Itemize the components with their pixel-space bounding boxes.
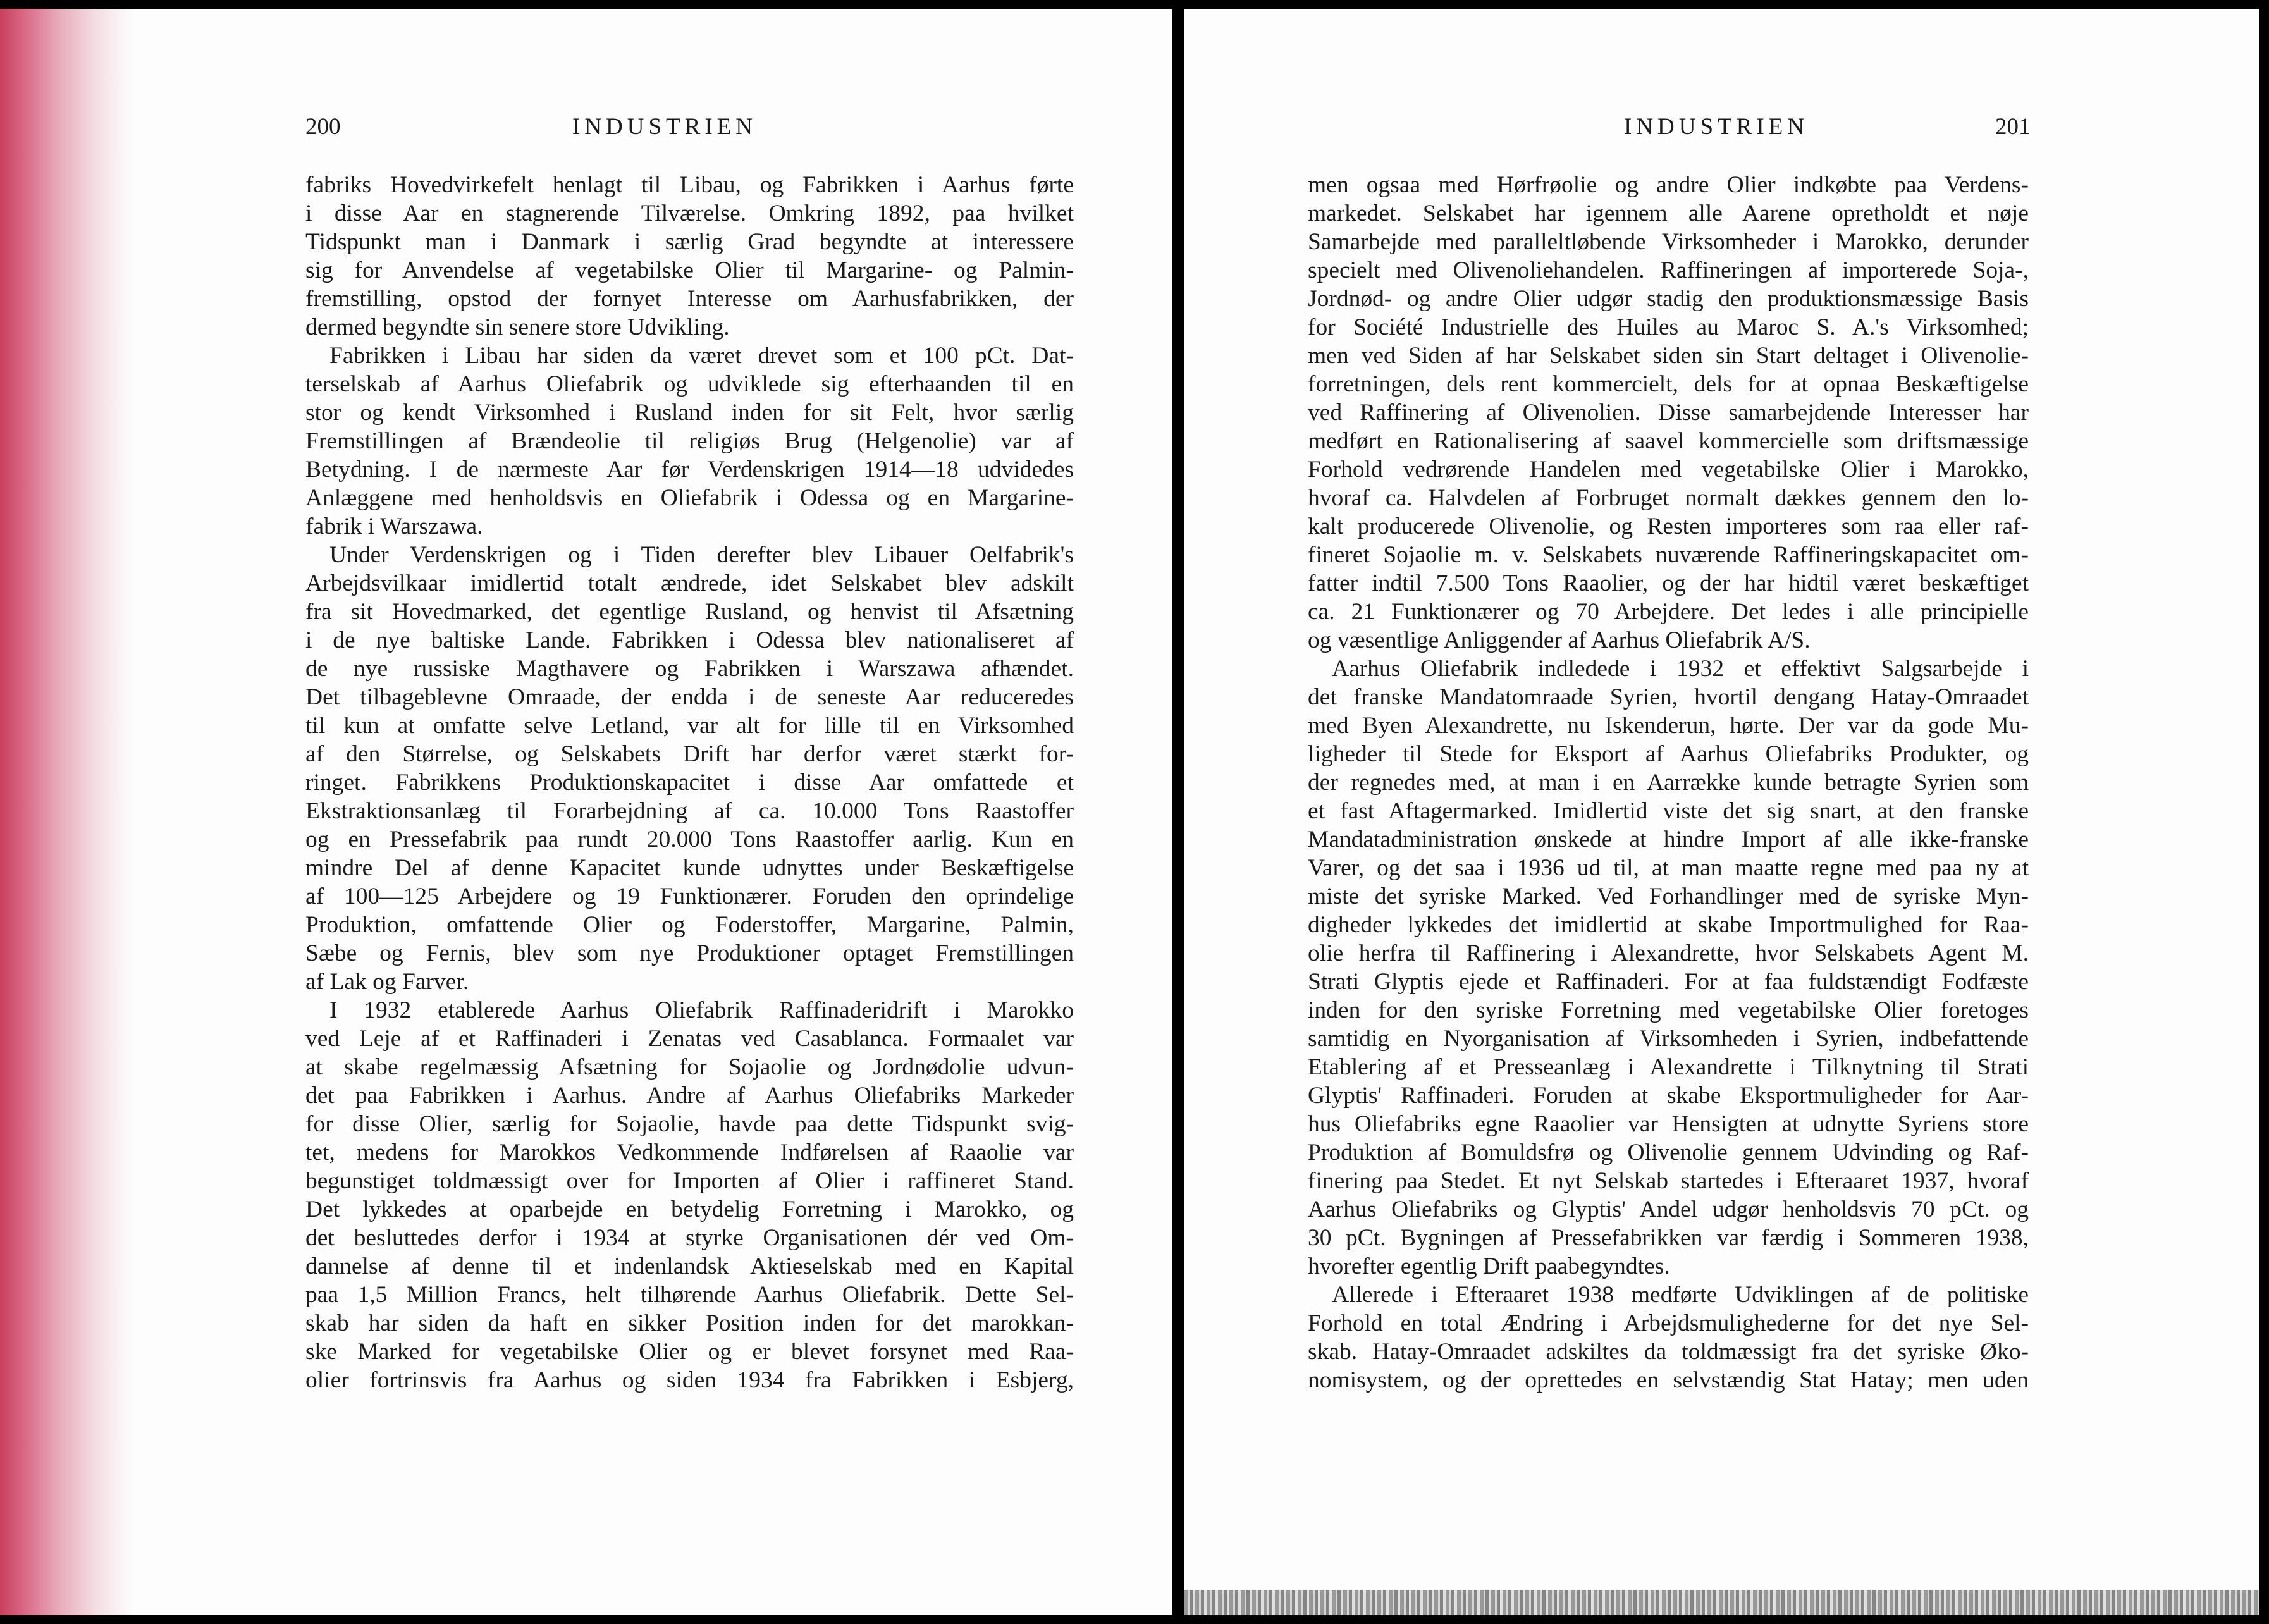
page-bottom-edge: [1184, 1590, 2259, 1615]
text-line: olier fortrinsvis fra Aarhus og siden 1934 fra Fabrikken i Esbjerg,: [305, 1367, 1074, 1393]
text-line: af den Størrelse, og Selskabets Drift har derfor været stærkt for-: [305, 741, 1074, 767]
left-page: [0, 9, 1172, 1615]
text-column: [305, 171, 1074, 1394]
text-line: fremstilling, opstod der fornyet Interesse om Aarhusfabrikken, der: [305, 286, 1074, 312]
right-page: [1184, 9, 2259, 1615]
text-line: ca. 21 Funktionærer og 70 Arbejdere. Det ledes i alle principielle: [1308, 599, 2029, 625]
text-line: Mandatadministration ønskede at hindre Import af alle ikke-franske: [1308, 827, 2029, 852]
text-line: Forhold vedrørende Handelen med vegetabilske Olier i Marokko,: [1308, 457, 2029, 483]
text-line: Allerede i Efteraaret 1938 medførte Udviklingen af de politiske: [1332, 1282, 2029, 1308]
text-line: Aarhus Oliefabriks og Glyptis' Andel udgør henholdsvis 70 pCt. og: [1308, 1196, 2029, 1222]
text-line: hvoraf ca. Halvdelen af Forbruget normalt dækkes gennem den lo-: [1308, 485, 2029, 511]
text-line: Arbejdsvilkaar imidlertid totalt ændrede, idet Selskabet blev adskilt: [305, 570, 1074, 596]
text-line: I 1932 etablerede Aarhus Oliefabrik Raffinaderidrift i Marokko: [329, 997, 1074, 1023]
page-edge-strip: [0, 9, 133, 1615]
text-line: Aarhus Oliefabrik indledede i 1932 et effektivt Salgsarbejde i: [1332, 656, 2029, 682]
text-line: for disse Olier, særlig for Sojaolie, havde paa dette Tidspunkt svig-: [305, 1111, 1074, 1137]
text-line: begunstiget toldmæssigt over for Importen af Olier i raffineret Stand.: [305, 1168, 1074, 1194]
text-column: [1308, 171, 2029, 1394]
running-head: INDUSTRIEN: [572, 114, 757, 140]
text-line: Tidspunkt man i Danmark i særlig Grad begyndte at interessere: [305, 229, 1074, 255]
text-line: Etablering af et Presseanlæg i Alexandrette i Tilknytning til Strati: [1308, 1054, 2029, 1080]
text-line: stor og kendt Virksomhed i Rusland inden for sit Felt, hvor særlig: [305, 400, 1074, 426]
text-line: fatter indtil 7.500 Tons Raaolier, og der har hidtil været beskæftiget: [1308, 570, 2029, 596]
text-line: Samarbejde med paralleltløbende Virksomheder i Marokko, derunder: [1308, 229, 2029, 255]
text-line: Betydning. I de nærmeste Aar før Verdenskrigen 1914—18 udvidedes: [305, 457, 1074, 483]
text-line: Det lykkedes at oparbejde en betydelig Forretning i Marokko, og: [305, 1196, 1074, 1222]
text-line: de nye russiske Magthavere og Fabrikken i Warszawa afhændet.: [305, 656, 1074, 682]
text-line: men ogsaa med Hørfrøolie og andre Olier indkøbte paa Verdens-: [1308, 172, 2029, 198]
running-head: INDUSTRIEN: [1624, 114, 1809, 140]
text-line: Det tilbageblevne Omraade, der endda i de seneste Aar reduceredes: [305, 684, 1074, 710]
text-line: Ekstraktionsanlæg til Forarbejdning af ca. 10.000 Tons Raastoffer: [305, 798, 1074, 824]
text-line: mindre Del af denne Kapacitet kunde udnyttes under Beskæftigelse: [305, 855, 1074, 881]
text-line: 30 pCt. Bygningen af Pressefabrikken var færdig i Sommeren 1938,: [1308, 1225, 2029, 1251]
text-line: tet, medens for Marokkos Vedkommende Indførelsen af Raaolie var: [305, 1140, 1074, 1166]
text-line: et fast Aftagermarked. Imidlertid viste det sig snart, at den franske: [1308, 798, 2029, 824]
text-line: forretningen, dels rent kommercielt, dels for at opnaa Beskæftigelse: [1308, 371, 2029, 397]
text-line: men ved Siden af har Selskabet siden sin Start deltaget i Olivenolie-: [1308, 343, 2029, 369]
text-line: markedet. Selskabet har igennem alle Aarene opretholdt et nøje: [1308, 200, 2029, 226]
page-number: 200: [305, 114, 341, 140]
text-line: paa 1,5 Million Francs, helt tilhørende Aarhus Oliefabrik. Dette Sel-: [305, 1282, 1074, 1308]
text-line: Anlæggene med henholdsvis en Oliefabrik i Odessa og en Margarine-: [305, 485, 1074, 511]
text-line: Jordnød- og andre Olier udgør stadig den produktionsmæssige Basis: [1308, 286, 2029, 312]
text-line: miste det syriske Marked. Ved Forhandlinger med de syriske Myn-: [1308, 883, 2029, 909]
text-line: olie herfra til Raffinering i Alexandrette, hvor Selskabets Agent M.: [1308, 940, 2029, 966]
text-line: det paa Fabrikken i Aarhus. Andre af Aarhus Oliefabriks Markeder: [305, 1083, 1074, 1109]
text-line: skab. Hatay-Omraadet adskiltes da toldmæssigt fra det syriske Øko-: [1308, 1339, 2029, 1365]
text-line: ringet. Fabrikkens Produktionskapacitet i disse Aar omfattede et: [305, 770, 1074, 796]
text-line: at skabe regelmæssig Afsætning for Sojaolie og Jordnødolie udvun-: [305, 1054, 1074, 1080]
text-line: inden for den syriske Forretning med vegetabilske Olier foretoges: [1308, 997, 2029, 1023]
text-line: Produktion af Bomuldsfrø og Olivenolie gennem Udvinding og Raf-: [1308, 1140, 2029, 1166]
text-line: nomisystem, og der oprettedes en selvstændig Stat Hatay; men uden: [1308, 1367, 2029, 1393]
text-line: hvorefter egentlig Drift paabegyndtes.: [1308, 1253, 1670, 1279]
text-line: og væsentlige Anliggender af Aarhus Oliefabrik A/S.: [1308, 627, 1811, 653]
text-line: af Lak og Farver.: [305, 969, 469, 995]
text-line: og en Pressefabrik paa rundt 20.000 Tons Raastoffer aarlig. Kun en: [305, 827, 1074, 852]
text-line: digheder lykkedes det imidlertid at skabe Importmulighed for Raa-: [1308, 912, 2029, 938]
text-line: Forhold en total Ændring i Arbejdsmulighederne for det nye Sel-: [1308, 1310, 2029, 1336]
text-line: fra sit Hovedmarked, det egentlige Rusland, og henvist til Afsætning: [305, 599, 1074, 625]
text-line: specielt med Olivenoliehandelen. Raffineringen af importerede Soja-,: [1308, 257, 2029, 283]
text-line: fabrik i Warszawa.: [305, 514, 483, 539]
text-line: med Byen Alexandrette, nu Iskenderun, hørte. Der var da gode Mu-: [1308, 713, 2029, 739]
text-line: Fremstillingen af Brændeolie til religiøs Brug (Helgenolie) var af: [305, 428, 1074, 454]
text-line: det franske Mandatomraade Syrien, hvortil dengang Hatay-Omraadet: [1308, 684, 2029, 710]
text-line: i de nye baltiske Lande. Fabrikken i Odessa blev nationaliseret af: [305, 627, 1074, 653]
text-line: Produktion, omfattende Olier og Foderstoffer, Margarine, Palmin,: [305, 912, 1074, 938]
text-line: det besluttedes derfor i 1934 at styrke Organisationen dér ved Om-: [305, 1225, 1074, 1251]
text-line: til kun at omfatte selve Letland, var alt for lille til en Virksomhed: [305, 713, 1074, 739]
text-line: skab har siden da haft en sikker Position inden for det marokkan-: [305, 1310, 1074, 1336]
text-line: dermed begyndte sin senere store Udvikling.: [305, 314, 730, 340]
text-line: dannelse af denne til et indenlandsk Aktieselskab med en Kapital: [305, 1253, 1074, 1279]
text-line: ligheder til Stede for Eksport af Aarhus Oliefabriks Produkter, og: [1308, 741, 2029, 767]
text-line: i disse Aar en stagnerende Tilværelse. Omkring 1892, paa hvilket: [305, 200, 1074, 226]
text-line: der regnedes med, at man i en Aarrække kunde betragte Syrien som: [1308, 770, 2029, 796]
text-line: fineret Sojaolie m. v. Selskabets nuværende Raffineringskapacitet om-: [1308, 542, 2029, 568]
text-line: Varer, og det saa i 1936 ud til, at man maatte regne med paa ny at: [1308, 855, 2029, 881]
text-line: hus Oliefabriks egne Raaolier var Hensigten at udnytte Syriens store: [1308, 1111, 2029, 1137]
text-line: terselskab af Aarhus Oliefabrik og udviklede sig efterhaanden til en: [305, 371, 1074, 397]
text-line: ved Leje af et Raffinaderi i Zenatas ved Casablanca. Formaalet var: [305, 1026, 1074, 1052]
text-line: fabriks Hovedvirkefelt henlagt til Libau, og Fabrikken i Aarhus førte: [305, 172, 1074, 198]
text-line: for Société Industrielle des Huiles au Maroc S. A.'s Virksomhed;: [1308, 314, 2029, 340]
text-line: Strati Glyptis ejede et Raffinaderi. For at faa fuldstændigt Fodfæste: [1308, 969, 2029, 995]
text-line: Under Verdenskrigen og i Tiden derefter blev Libauer Oelfabrik's: [329, 542, 1074, 568]
text-line: ske Marked for vegetabilske Olier og er blevet forsynet med Raa-: [305, 1339, 1074, 1365]
text-line: samtidig en Nyorganisation af Virksomheden i Syrien, indbefattende: [1308, 1026, 2029, 1052]
text-line: Fabrikken i Libau har siden da været drevet som et 100 pCt. Dat-: [329, 343, 1074, 369]
text-line: kalt producerede Olivenolie, og Resten importeres som raa eller raf-: [1308, 514, 2029, 539]
text-line: Glyptis' Raffinaderi. Foruden at skabe Eksportmuligheder for Aar-: [1308, 1083, 2029, 1109]
text-line: sig for Anvendelse af vegetabilske Olier til Margarine- og Palmin-: [305, 257, 1074, 283]
page-number: 201: [1995, 114, 2031, 140]
text-line: medført en Rationalisering af saavel kommercielle som driftsmæssige: [1308, 428, 2029, 454]
text-line: ved Raffinering af Olivenolien. Disse samarbejdende Interesser har: [1308, 400, 2029, 426]
text-line: Sæbe og Fernis, blev som nye Produktioner optaget Fremstillingen: [305, 940, 1074, 966]
text-line: finering paa Stedet. Et nyt Selskab startedes i Efteraaret 1937, hvoraf: [1308, 1168, 2029, 1194]
text-line: af 100—125 Arbejdere og 19 Funktionærer. Foruden den oprindelige: [305, 883, 1074, 909]
